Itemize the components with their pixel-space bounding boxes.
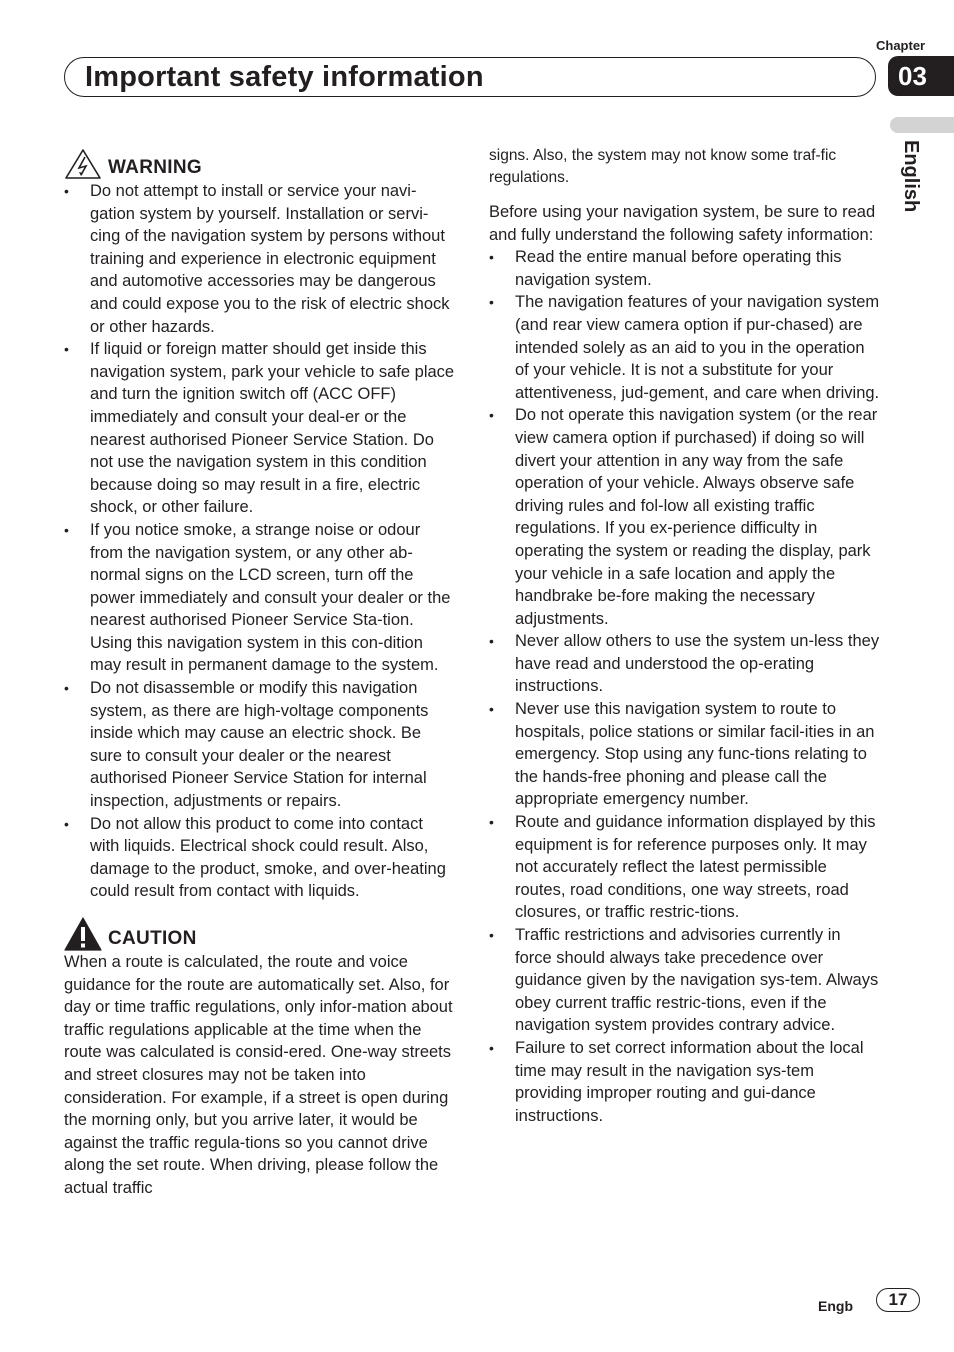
- safety-item: • Do not operate this navigation system (or the rear view camera option if purchased) if doing so will divert your attention in any way from the safe operation of your vehicle. Always observe safe driving rules and fol-low all existing traffic regulations. If you ex-perience difficulty in operating the system or reading the display, park your vehicle in a safe location and apply the handbrake be-fore making the necessary adjustments.: [489, 404, 881, 630]
- chapter-label: Chapter: [876, 38, 926, 53]
- footer-language-code: Engb: [818, 1298, 853, 1314]
- page-title: Important safety information: [85, 61, 484, 93]
- warning-item: • Do not attempt to install or service your navi-gation system by yourself. Installation or servi-cing of the navigation system by persons without training and experience in electronic equipment and automotive accessories may be dangerous and could expose you to the risk of electric shock or other hazards.: [64, 180, 456, 338]
- safety-item: • Never allow others to use the system un-less they have read and understood the op-erating instructions.: [489, 630, 881, 698]
- warning-list: [64, 180, 456, 903]
- language-label: [898, 140, 928, 230]
- warning-item: • Do not allow this product to come into contact with liquids. Electrical shock could result. Also, damage to the product, smoke, and over-heating could result from contact with liquids.: [64, 813, 456, 903]
- safety-item: • Read the entire manual before operating this navigation system.: [489, 246, 881, 291]
- safety-item: • The navigation features of your navigation system (and rear view camera option if pur-chased) are intended solely as an aid to you in the operation of your vehicle. It is not a substitute for your attentiveness, jud-gement, and care when driving.: [489, 291, 881, 404]
- safety-item: • Failure to set correct information about the local time may result in the navigation sys-tem providing improper routing and gui-dance instructions.: [489, 1037, 881, 1127]
- intro-text: Before using your navigation system, be sure to read and fully understand the following safety information:: [489, 203, 876, 244]
- caution-text: When a route is calculated, the route and voice guidance for the route are automatically set. Also, for day or time traffic regulations, only infor-mation about traffic regulations applicable at the time when the route was calculated is consid-ered. One-way streets and street closures may not be taken into consideration. For example, if a street is open during the morning only, but you arrive later, it would be against the traffic regula-tions so you cannot drive along the set route. When driving, please follow the actual traffic: [64, 953, 453, 1197]
- safety-item: • Never use this navigation system to route to hospitals, police stations or similar facil-ities in an emergency. Stop using any func-tions relating to the hands-free phoning and please call the appropriate emergency number.: [489, 698, 881, 811]
- title-bar: [64, 57, 876, 97]
- warning-heading: [64, 148, 456, 180]
- safety-item: • Traffic restrictions and advisories currently in force should always take precedence over guidance given by the navigation sys-tem. Always obey current traffic restric-tions, even if the navigation system provides contrary advice.: [489, 924, 881, 1037]
- chapter-number-tab: 03: [888, 56, 954, 96]
- caution-heading-text: CAUTION: [108, 928, 197, 950]
- caution-exclamation-icon: [64, 917, 102, 951]
- warning-item: • If you notice smoke, a strange noise or odour from the navigation system, or any other ab-normal signs on the LCD screen, turn off the power immediately and consult your dealer or the nearest authorised Pioneer Service Sta-tion. Using this navigation system in this con-dition may result in permanent damage to the system.: [64, 519, 456, 677]
- electric-warning-icon: [64, 148, 102, 180]
- language-tab: [890, 117, 954, 133]
- language-label-text: English: [900, 140, 922, 213]
- warning-heading-text: WARNING: [108, 157, 202, 179]
- right-column: [489, 145, 881, 1127]
- warning-item: • If liquid or foreign matter should get inside this navigation system, park your vehicle to safe place and turn the ignition switch off (ACC OFF) immediately and consult your deal-er or the nearest authorised Pioneer Service Station. Do not use the navigation system in this condition because doing so may result in a fire, electric shock, or other failure.: [64, 338, 456, 519]
- page-number: 17: [876, 1288, 920, 1312]
- safety-list: [489, 246, 881, 1127]
- left-column: [64, 148, 456, 1200]
- caution-heading: [64, 917, 456, 951]
- warning-item: • Do not disassemble or modify this navigation system, as there are high-voltage components inside which may cause an electric shock. Be sure to consult your dealer or the nearest authorised Pioneer Service Station for internal inspection, adjustments or repairs.: [64, 677, 456, 813]
- safety-item: • Route and guidance information displayed by this equipment is for reference purposes only. It may not accurately reflect the latest permissible routes, road conditions, one way streets, road closures, or traffic restric-tions.: [489, 811, 881, 924]
- continuation-text: signs. Also, the system may not know some traf-fic regulations.: [489, 147, 837, 186]
